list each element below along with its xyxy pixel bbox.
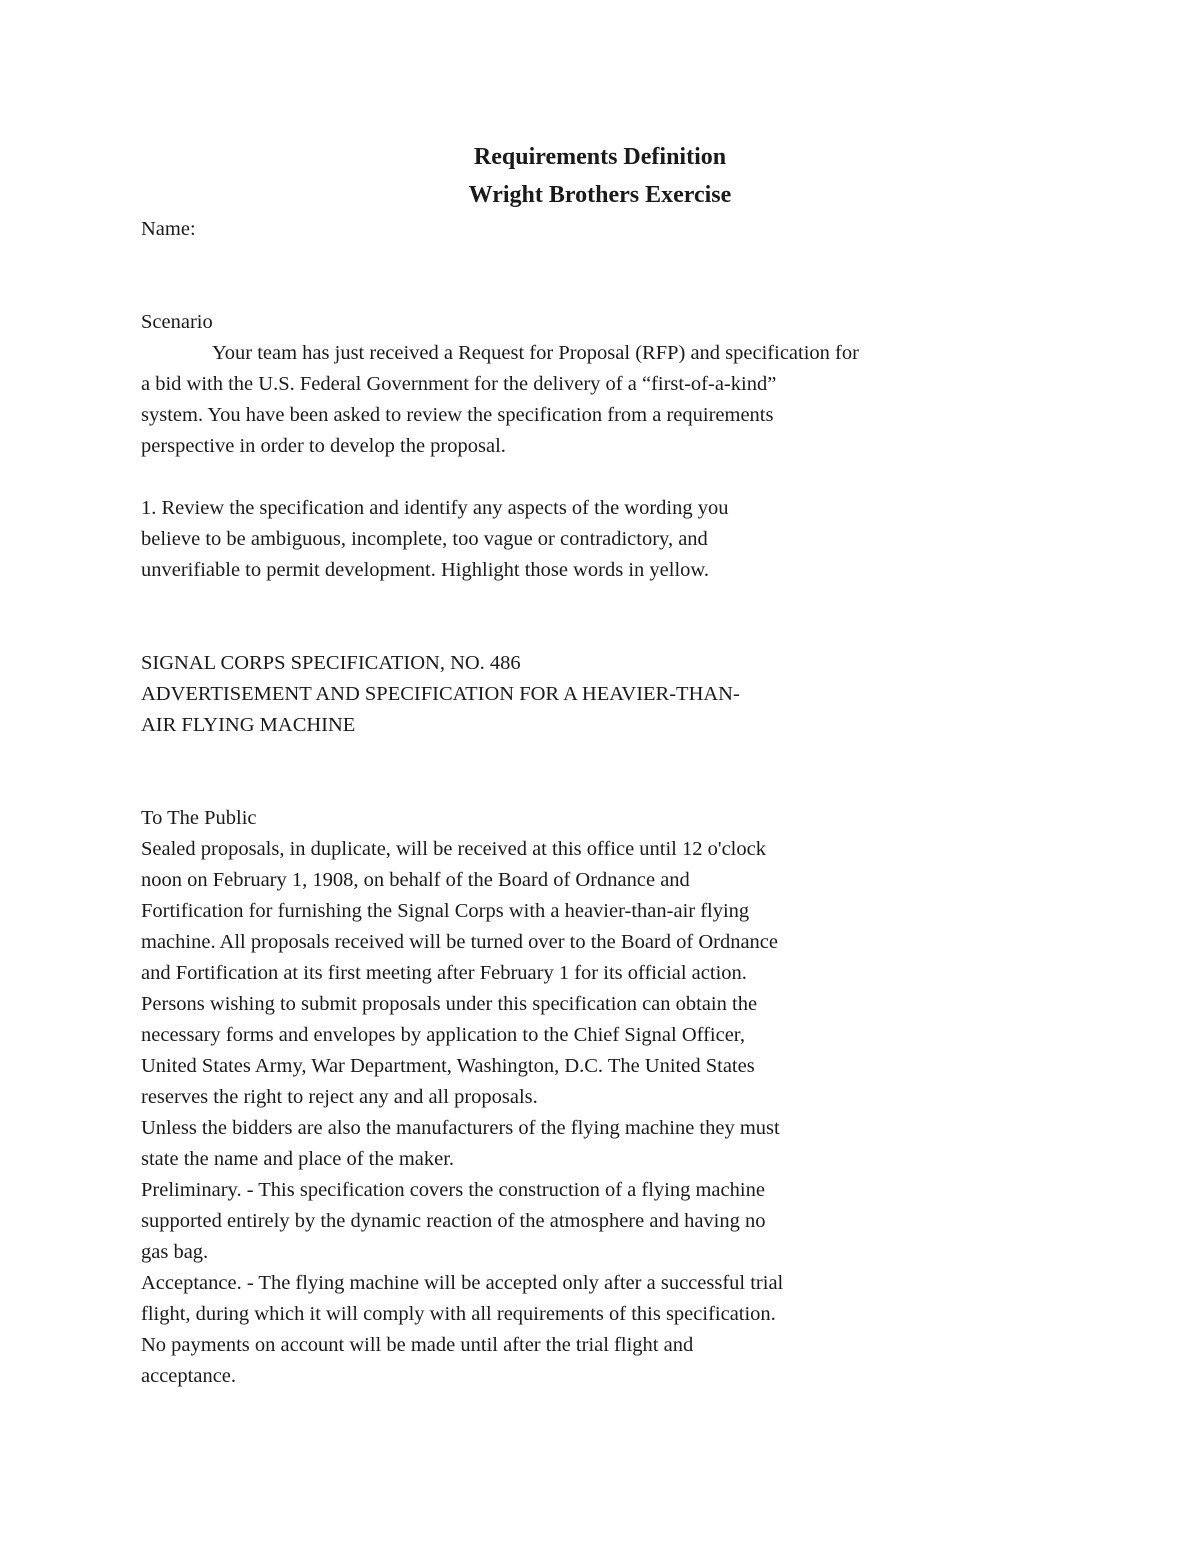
spec-body-line: flight, during which it will comply with all requirements of this specification. [141,1303,776,1325]
spec-body-line: and Fortification at its first meeting after February 1 for its official action. [141,962,747,984]
scenario-line: system. You have been asked to review the specification from a requirements [141,404,774,426]
spec-body-line: United States Army, War Department, Washington, D.C. The United States [141,1055,755,1077]
spec-header-line: SIGNAL CORPS SPECIFICATION, NO. 486 [141,652,521,674]
spec-body-line: reserves the right to reject any and all proposals. [141,1086,538,1108]
spec-header-line: ADVERTISEMENT AND SPECIFICATION FOR A HEAVIER-THAN- [141,683,740,705]
name-label: Name: [141,218,196,240]
scenario-heading: Scenario [141,311,213,333]
task-line: unverifiable to permit development. Highlight those words in yellow. [141,559,710,581]
scenario-line: Your team has just received a Request for Proposal (RFP) and specification for [212,342,859,364]
document-title: Requirements Definition [473,144,727,170]
task-line: believe to be ambiguous, incomplete, too vague or contradictory, and [141,528,708,550]
spec-header-line: AIR FLYING MACHINE [141,714,356,736]
spec-body-line: state the name and place of the maker. [141,1148,455,1170]
task-line: 1. Review the specification and identify any aspects of the wording you [141,497,729,519]
spec-body-line: gas bag. [141,1241,209,1263]
spec-body-line: Unless the bidders are also the manufacturers of the flying machine they must [141,1117,780,1139]
spec-body-line: necessary forms and envelopes by application to the Chief Signal Officer, [141,1024,745,1046]
scenario-line: a bid with the U.S. Federal Government for the delivery of a “first-of-a-kind” [141,373,777,395]
spec-body-line: No payments on account will be made until after the trial flight and [141,1334,694,1356]
spec-body-line: supported entirely by the dynamic reaction of the atmosphere and having no [141,1210,766,1232]
scenario-line: perspective in order to develop the proposal. [141,435,506,457]
spec-body-line: Fortification for furnishing the Signal Corps with a heavier-than-air flying [141,900,750,922]
spec-body-line: Persons wishing to submit proposals under this specification can obtain the [141,993,758,1015]
spec-body-line: Preliminary. - This specification covers the construction of a flying machine [141,1179,765,1201]
spec-body-line: Sealed proposals, in duplicate, will be received at this office until 12 o'clock [141,838,766,860]
document-subtitle: Wright Brothers Exercise [468,182,732,208]
spec-body-line: Acceptance. - The flying machine will be accepted only after a successful trial [141,1272,784,1294]
spec-body-line: machine. All proposals received will be turned over to the Board of Ordnance [141,931,779,953]
spec-body-line: To The Public [141,807,257,829]
spec-body-line: acceptance. [141,1365,237,1387]
spec-body-line: noon on February 1, 1908, on behalf of the Board of Ordnance and [141,869,690,891]
